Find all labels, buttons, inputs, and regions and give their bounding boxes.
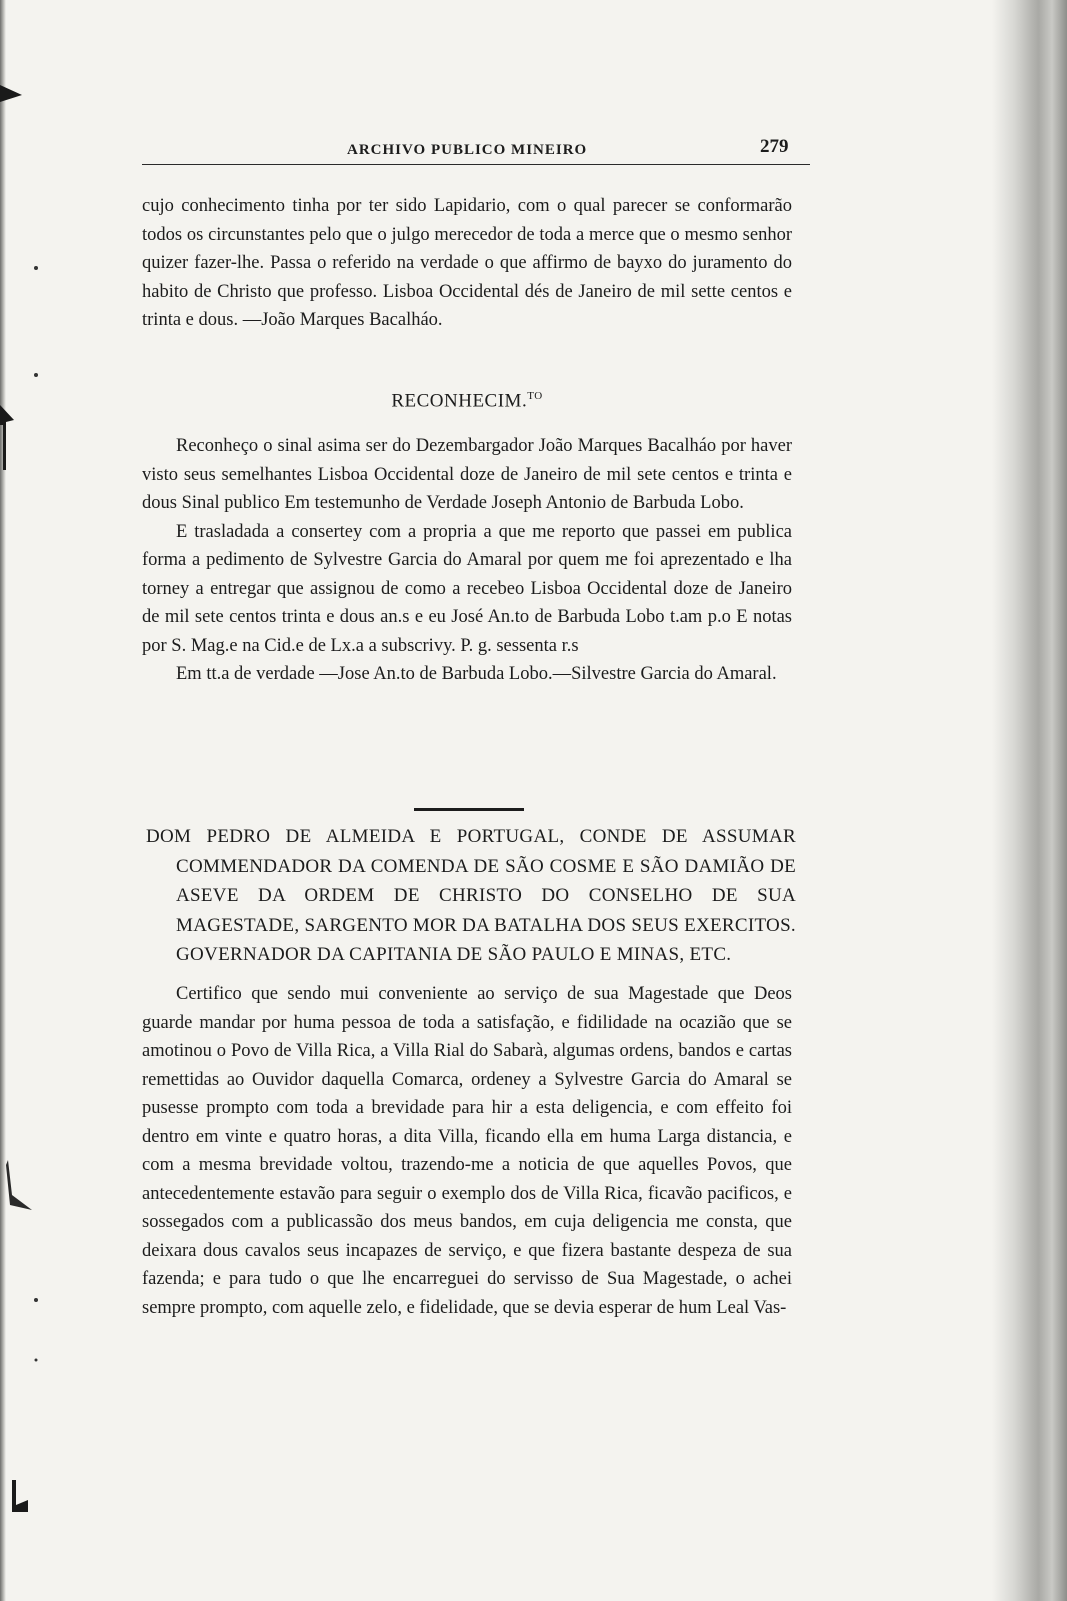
- reconhecimento-heading-text: RECONHECIM.: [391, 390, 528, 412]
- binding-mark-mid: [0, 405, 14, 470]
- reconhecimento-block: [142, 432, 792, 689]
- reconhecimento-heading-sup: TO: [527, 390, 543, 402]
- binding-mark-top: [0, 85, 22, 102]
- scan-dot: [35, 1359, 38, 1362]
- reconhecimento-paragraph-2: E trasladada a consertey com a propria a que me reporto que passei em publica forma a pedimento de Sylvestre Garcia do Amaral por quem me foi aprezentado e lha torney a entregar que assignou de como a recebeo Lisboa Occidental doze de Janeiro de mil sete centos trinta e dous an.s e eu José An.to de Barbuda Lobo t.am p.o E notas por S. Mag.e na Cid.e de Lx.a a subscrivy. P. g. sessenta r.s: [142, 521, 792, 656]
- header-rule: [142, 164, 810, 165]
- reconhecimento-paragraph-3: Em tt.a de verdade —Jose An.to de Barbuda Lobo.—Silvestre Garcia do Amaral.: [176, 664, 777, 684]
- page-number: 279: [760, 136, 789, 157]
- binding-mark-bottom: [12, 1480, 28, 1512]
- decree-heading: DOM PEDRO DE ALMEIDA E PORTUGAL, CONDE DE ASSUMAR COMMENDADOR DA COMENDA DE SÃO COSME E SÃO DAMIÃO DE ASEVE DA ORDEM DE CHRISTO DO CONSELHO DE SUA MAGESTADE, SARGENTO MOR DA BATALHA DOS SEUS EXERCITOS. GOVERNADOR DA CAPITANIA DE SÃO PAULO E MINAS, ETC.: [146, 826, 796, 965]
- decree-block: [142, 980, 792, 1322]
- scan-specks: [0, 0, 40, 1601]
- scan-dot: [34, 373, 38, 377]
- scan-dot: [34, 266, 38, 270]
- scan-dot: [34, 1298, 38, 1302]
- opening-paragraph: cujo conhecimento tinha por ter sido Lapidario, com o qual parecer se conformarão todos os circunstantes pelo que o julgo merecedor de toda a merce que o mesmo senhor quizer fazer-lhe. Passa o referido na verdade o que affirmo de bayxo do juramento do habito de Christo que professo. Lisboa Occidental dés de Janeiro de mil sette centos e trinta e dous. —João Marques Bacalháo.: [142, 196, 792, 330]
- scan-edge-right: [992, 0, 1067, 1601]
- reconhecimento-paragraph-1: Reconheço o sinal asima ser do Dezembargador João Marques Bacalháo por haver visto seus semelhantes Lisboa Occidental doze de Janeiro de mil sete centos e trinta e dous Sinal publico Em testemunho de Verdade Joseph Antonio de Barbuda Lobo.: [142, 436, 792, 513]
- decree-paragraph: Certifico que sendo mui conveniente ao serviço de sua Magestade que Deos guarde mandar por huma pessoa de toda a satisfação, e fidilidade na ocazião que se amotinou o Povo de Villa Rica, a Villa Rial do Sabarà, algumas ordens, bandos e cartas remettidas ao Ouvidor daquella Comarca, ordeney a Sylvestre Garcia do Amaral se pusesse prompto com toda a brevidade para hir a esta deligencia, e com effeito foi dentro em vinte e quatro horas, a dita Villa, ficando ella em huma Larga distancia, e com a mesma brevidade voltou, trazendo-me a noticia de que aquelles Povos, que antecedentemente estavão para seguir o exemplo dos de Villa Rica, ficavão pacificos, e sossegados com a publicassão dos meus bandos, em cuja deligencia me consta, que deixara dous cavalos seus incapazes de serviço, e que fizera bastante despeza de sua fazenda; e para tudo o que lhe encarreguei do servisso de Sua Magestade, o achei sempre prompto, com aquelle zelo, e fidelidade, que se devia esperar de hum Leal Vas-: [142, 984, 792, 1318]
- running-head: [142, 134, 810, 164]
- running-title: ARCHIVO PUBLICO MINEIRO: [347, 142, 588, 158]
- binding-mark-low: [6, 1160, 32, 1210]
- opening-paragraph-block: [142, 192, 792, 335]
- section-divider: [414, 808, 524, 811]
- reconhecimento-heading: [142, 390, 792, 412]
